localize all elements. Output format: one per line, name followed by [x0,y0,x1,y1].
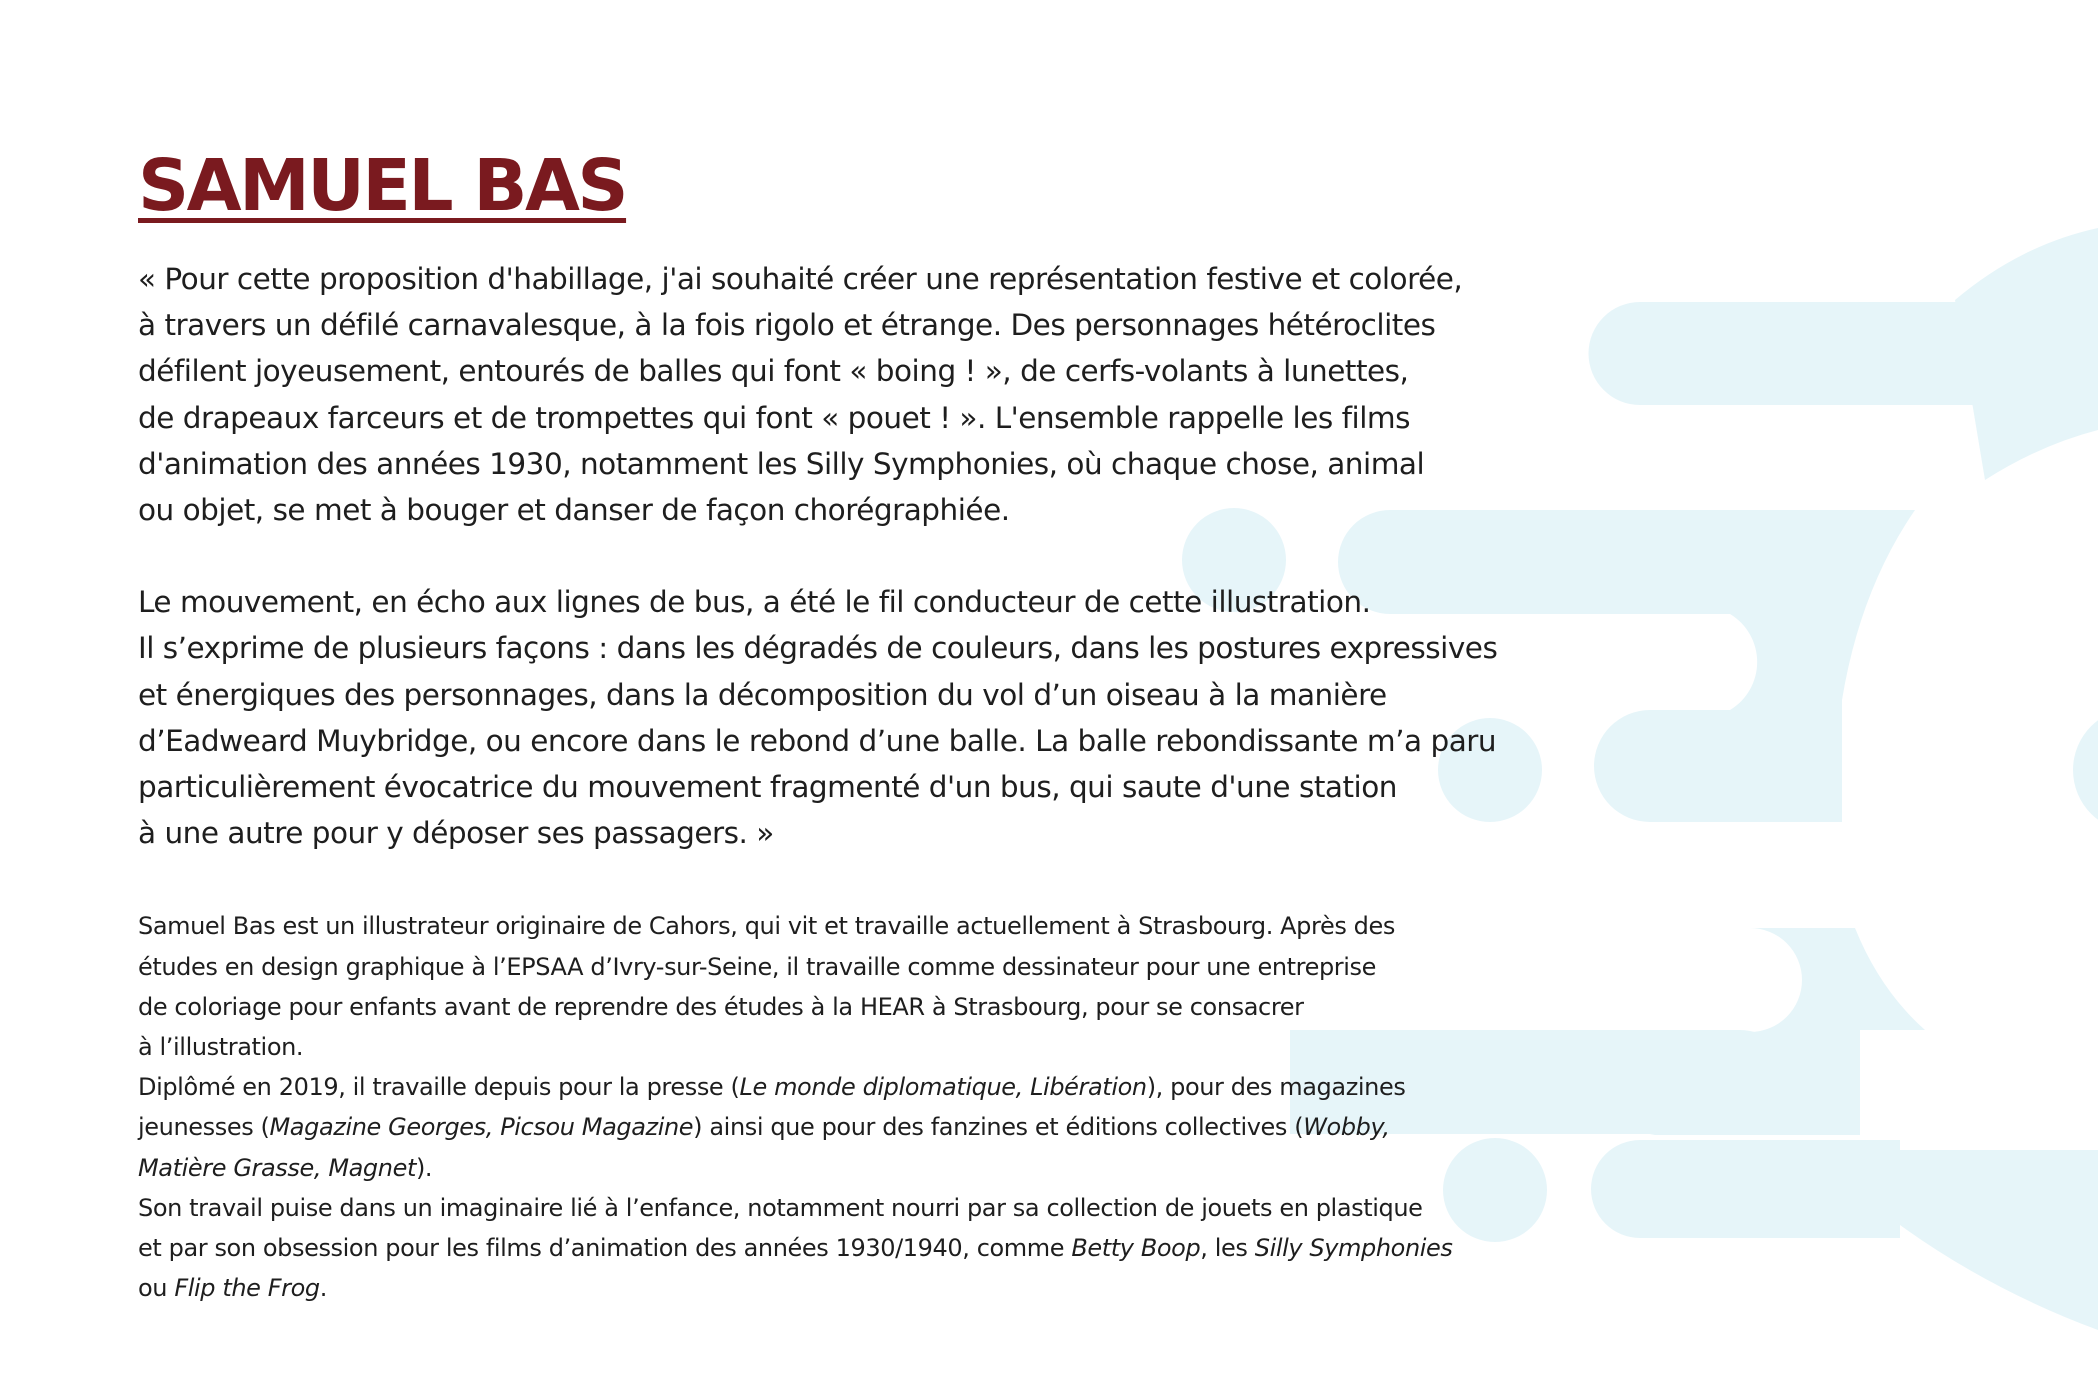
bio-italic-text: Flip the Frog [174,1274,320,1303]
text-line: Le mouvement, en écho aux lignes de bus, a été le fil conducteur de cette illustration. [138,585,1371,620]
bio-text: ) ainsi que pour des fanzines et éditions collectives ( [693,1113,1304,1142]
page-title: SAMUEL BAS [138,144,627,227]
biography-paragraph [138,906,1658,1308]
bio-text: , les [1200,1234,1255,1263]
bio-line [138,1268,1658,1308]
bio-italic-text: Wobby, [1303,1113,1390,1142]
bio-line: de coloriage pour enfants avant de reprendre des études à la HEAR à Strasbourg, pour se consacrer [138,992,1304,1021]
text-line: et énergiques des personnages, dans la décomposition du vol d’un oiseau à la manière [138,677,1387,712]
bio-italic-text: Magazine Georges, Picsou Magazine [269,1113,694,1142]
bio-line [138,1228,1658,1268]
bio-line: Son travail puise dans un imaginaire lié à l’enfance, notamment nourri par sa collection de jouets en plastique [138,1193,1423,1222]
text-line: à une autre pour y déposer ses passagers. » [138,816,774,851]
bio-text: ou [138,1274,175,1303]
bio-text: ), pour des magazines [1146,1073,1406,1102]
text-line: Il s’exprime de plusieurs façons : dans les dégradés de couleurs, dans les postures expressives [138,631,1498,666]
bio-line [138,1148,1658,1188]
text-line: « Pour cette proposition d'habillage, j'ai souhaité créer une représentation festive et colorée, [138,262,1463,296]
text-line: de drapeaux farceurs et de trompettes qui font « pouet ! ». L'ensemble rappelle les films [138,400,1410,435]
bio-line [138,1107,1658,1147]
quote-paragraph-2 [138,579,1658,856]
text-line: ou objet, se met à bouger et danser de façon chorégraphiée. [138,493,1010,528]
bio-line: à l’illustration. [138,1033,304,1062]
bio-italic-text: Matière Grasse, Magnet [138,1153,416,1182]
text-line: particulièrement évocatrice du mouvement fragmenté d'un bus, qui saute d'une station [138,770,1397,805]
bio-line: études en design graphique à l’EPSAA d’Ivry-sur-Seine, il travaille comme dessinateur pour une entreprise [138,952,1377,981]
bio-italic-text: Betty Boop [1071,1234,1201,1263]
text-line: défilent joyeusement, entourés de balles qui font « boing ! », de cerfs-volants à lunettes, [138,354,1409,389]
bio-italic-text: Silly Symphonies [1254,1234,1453,1263]
bio-line [138,1067,1658,1107]
text-line: d’Eadweard Muybridge, ou encore dans le rebond d’une balle. La balle rebondissante m’a paru [138,723,1497,758]
bio-text: . [319,1274,327,1303]
quote-paragraph-1 [138,256,1658,533]
text-line: d'animation des années 1930, notamment les Silly Symphonies, où chaque chose, animal [138,446,1425,481]
bio-text: Diplômé en 2019, il travaille depuis pour la presse ( [138,1073,740,1102]
bio-line: Samuel Bas est un illustrateur originaire de Cahors, qui vit et travaille actuellement à Strasbourg. Après des [138,912,1395,941]
bio-italic-text: Le monde diplomatique, Libération [739,1073,1147,1102]
text-line: à travers un défilé carnavalesque, à la fois rigolo et étrange. Des personnages hétéroclites [138,308,1436,343]
bio-text: jeunesses ( [138,1113,270,1142]
document-content [138,140,1658,1308]
bio-text: ). [415,1153,433,1182]
bio-text: et par son obsession pour les films d’animation des années 1930/1940, comme [138,1234,1072,1263]
